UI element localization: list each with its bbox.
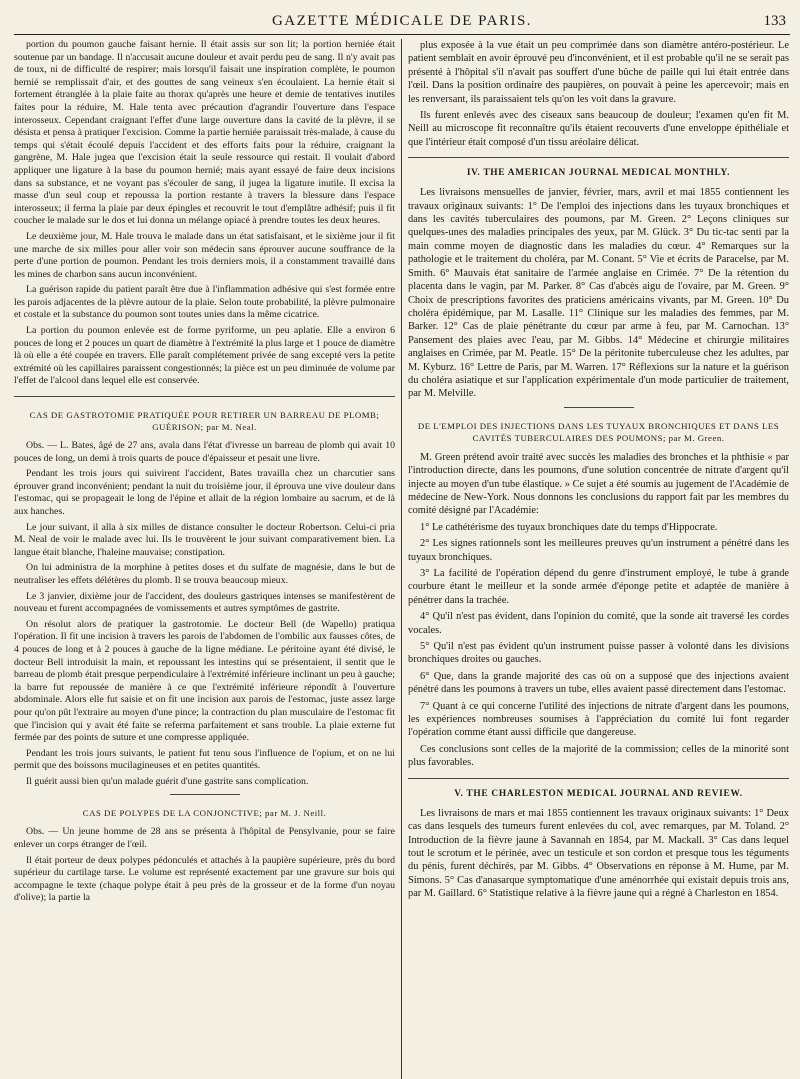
paragraph: 5° Qu'il n'est pas évident qu'un instrument puisse passer à volonté dans les divisions bronchiques droites ou gauches. xyxy=(408,641,789,666)
paragraph: 7° Quant à ce qui concerne l'utilité des injections de nitrate d'argent dans les poumons, les expériences nombreuses soumises à l'appréciation du comité lui font regarder l'opération comme étant aussi difficile que dangereuse. xyxy=(408,700,789,739)
paragraph: plus exposée à la vue était un peu comprimée dans son diamètre antéro-postérieur. Le patient semblait en avoir éprouvé peu d'inconvénient, et il est probable qu'il ne se serait pas présenté à l'hôpital s'il n'avait pas souffert d'une bûche de paille qui lui était entrée dans l'œil. Dans la position ordinaire des paupières, on pouvait à peine les apercevoir; mais en les renversant, ils paraissaient tels qu'on les voit dans la gravure. xyxy=(408,40,789,105)
section-heading: IV. THE AMERICAN JOURNAL MEDICAL MONTHLY. xyxy=(466,168,731,179)
paragraph: portion du poumon gauche faisant hernie. Il était assis sur son lit; la portion herniée était soutenue par un bandage. Il n'accusait aucune douleur et avait perdu peu de sang. Il n'y avait pas de toux, ni de difficulté de respirer; mais lorsqu'il faisait une inspiration complète, le poumon hernié se remplissait d'air, et des gouttes de sang veineux s'en écoulaient. La hernie était si fortement étranglée à la plaie faite au thorax qu'après une heure et demie de tentatives inutiles faites pour la réduire, M. Hale tenta avec précaution d'agrandir l'ouverture dans l'espace interosseux. Cependant craignant l'effet d'une large ouverture dans la cavité de la plèvre, il se désista et pensa à pratiquer l'excision. Comme la partie herniée paraissait très-malade, à cause du temps qui s'était écoulé depuis l'accident et des efforts faits pour la réduire, craignant la gangrène, M. Hale jugea que l'excision était la seule ressource qui restait. Il voulait d'abord appliquer une ligature à la base du poumon hernié; mais ayant essayé de faire deux incisions dans sa substance, et ne voyant pas s'écouler de sang, il jugea la ligature inutile. Il excisa la masse d'un seul coup et repoussa la portion restante à travers la blessure dans l'espace interosseux; il ferma la plaie par deux épingles et recouvrit le tout d'emplâtre adhésif; puis il fit coucher le malade sur le dos et lui donna un mélange opiacé à prendre toutes les deux heures. xyxy=(14,39,395,227)
paragraph: On résolut alors de pratiquer la gastrotomie. Le docteur Bell (de Wapello) pratiqua l'opération. Il fit une incision à travers les parois de l'abdomen de l'ombilic aux fausses côtes, de 4 pouces de long et à 2 pouces à gauche de la ligne médiane. Le péritoine ayant été divisé, le docteur Bell introduisit la main, et repoussant les intestins qui se présentaient, il sentit que le barreau de plomb était presque perpendiculaire à l'extrémité inférieure inclinant un peu à gauche; la barre fut repoussée de manière à ce que l'extrémité inférieure répondît à l'ouverture abdominale. Alors elle fut saisie et on fit une incision aux parois de l'estomac, juste assez large pour qu'on pût l'extraire au moyen d'une pince; la contraction du plan musculaire de l'estomac fit que l'incision qui y avait été faite se referma parfaitement et sans trouble. La plaie externe fut fermée par des points de suture et une compresse appliquée. xyxy=(14,618,395,744)
divider xyxy=(170,794,240,795)
page-header xyxy=(14,8,790,35)
columns xyxy=(14,39,790,1079)
paragraph: 2° Les signes rationnels sont les meilleures preuves qu'un instrument a pénétré dans les tuyaux bronchiques. xyxy=(408,538,789,563)
paragraph: Obs. — Un jeune homme de 28 ans se présenta à l'hôpital de Pensylvanie, pour se faire enlever un corps étranger de l'œil. xyxy=(14,826,395,851)
page-title: GAZETTE MÉDICALE DE PARIS. xyxy=(271,13,533,29)
section-heading: CAS DE GASTROTOMIE PRATIQUÉE POUR RETIRER UN BARREAU DE PLOMB; GUÉRISON; par M. Neal. xyxy=(29,410,380,433)
paragraph: 3° La facilité de l'opération dépend du genre d'instrument employé, le tube à grande courbure étant le meilleur et la sonde armée d'éponge petite et adaptée de manière à pénétrer dans la trachée. xyxy=(408,568,789,606)
paragraph: La guérison rapide du patient paraît être due à l'inflammation adhésive qui s'est formée entre les parois adjacentes de la plèvre autour de la plaie. Selon toute probabilité, la plèvre pulmonaire et costale et la substance du poumon sont toutes unies dans la même cicatrice. xyxy=(14,284,395,321)
paragraph: Pendant les trois jours qui suivirent l'accident, Bates travailla chez un charcutier sans éprouver grand inconvénient; pendant la nuit du troisième jour, il éprouva une vive douleur dans l'estomac, qui se propageait le long de l'épine et allait de la région lombaire au sacrum, et de là aux hanches. xyxy=(14,468,395,517)
section-heading: DE L'EMPLOI DES INJECTIONS DANS LES TUYAUX BRONCHIQUES ET DANS LES CAVITÉS TUBERCULAIRES DES POUMONS; par M. Green. xyxy=(417,420,780,443)
divider xyxy=(564,407,634,408)
divider xyxy=(408,778,789,779)
column-rule xyxy=(401,39,402,1079)
paragraph: Il guérit aussi bien qu'un malade guérit d'une gastrite sans complication. xyxy=(26,775,309,787)
paragraph: Le jour suivant, il alla à six milles de distance consulter le docteur Robertson. Celui-ci pria M. Neal de voir le malade avec lui. Ils le trouvèrent le jour suivant comparativement bien. La langue était blanche, l'haleine mauvaise; constipation. xyxy=(14,521,395,558)
divider xyxy=(408,157,789,158)
paragraph: Il était porteur de deux polypes pédonculés et attachés à la paupière supérieure, près du bord supérieur du cartilage tarse. Le volume est représenté exactement par une gravure sur bois qui accompagne le texte (chaque polype était à peu près de la grosseur et de la forme d'un noyau d'olive); la partie la xyxy=(14,854,395,904)
divider xyxy=(14,396,395,397)
paragraph: Les livraisons de mars et mai 1855 contiennent les travaux originaux suivants: 1° Deux cas dans lesquels des tumeurs furent enlevées du col, avec remarques, par M. Toland. 2° Introduction de la fièvre jaune à Savannah en 1854, par M. Mackall. 3° Cas dans lequel tout le scrotum et le périnée, avec un testicule et son cordon et presque tous les téguments du pénis, furent déchirés, par M. Gibbs. 4° Observations en réponse à M. Hume, par M. Simons. 5° Cas d'anasarque symptomatique d'une aménorrhée qui existait depuis trois ans, par M. Gaillard. 6° Statistique relative à la fièvre jaune qui a régné à Charleston en 1854. xyxy=(408,807,789,900)
section-heading: CAS DE POLYPES DE LA CONJONCTIVE; par M. J. Neill. xyxy=(82,808,327,819)
paragraph: On lui administra de la morphine à petites doses et du sulfate de magnésie, dans le but de neutraliser les effets délétères du plomb. Il se trouva beaucoup mieux. xyxy=(14,562,395,586)
paragraph: Ces conclusions sont celles de la majorité de la commission; celles de la minorité sont plus favorables. xyxy=(408,743,789,769)
paragraph: Obs. — L. Bates, âgé de 27 ans, avala dans l'état d'ivresse un barreau de plomb qui avait 10 pouces de long, un demi à trois quarts de pouce d'épaisseur et pesait une livre. xyxy=(14,440,395,464)
right-column xyxy=(408,39,789,1079)
paragraph: Le 3 janvier, dixième jour de l'accident, des douleurs gastriques intenses se manifestèrent de nouveau et furent accompagnées de vomissements et autres symptômes de gastrite. xyxy=(14,590,395,615)
page-number: 133 xyxy=(763,13,786,29)
paragraph: 6° Que, dans la grande majorité des cas où on a supposé que des injections avaient pénétré dans les poumons à travers un tube, elles avaient passé directement dans l'estomac. xyxy=(408,670,789,696)
paragraph: La portion du poumon enlevée est de forme pyriforme, un peu aplatie. Elle a environ 6 pouces de long et 2 pouces un quart de diamètre à l'extrémité la plus large et 1 pouce de diamètre là où elle a été coupée en travers. Elle paraît complétement privée de sang excepté vers la petite extrémité où les capillaires paraissent congestionnés; la pièce est un peu diminuée de volume par l'effet de l'alcool dans lequel elle est conservée. xyxy=(14,325,395,387)
paragraph: Les livraisons mensuelles de janvier, février, mars, avril et mai 1855 contiennent les travaux originaux suivants: 1° De l'emploi des injections dans les tuyaux bronchiques et dans les cavités tuberculaires des poumons, par M. Green. 2° Leçons cliniques sur quelques-unes des maladies principales des yeux, par M. Glück. 3° Du tic-tac senti par la main comme moyen de diagnostic dans les maladies du cœur. 4° Remarques sur la pathologie et le traitement du choléra, par M. Conant. 5° Vie et écrits de Paracelse, par M. Smith. 6° Mauvais état sanitaire de l'armée anglaise en Crimée. 7° De la rétention du placenta dans le vagin, par M. Parker. 8° Cas d'abcès aigu de l'ovaire, par M. Green. 9° Choix de prescriptions favorites des praticiens américains vivants, par M. Green. 10° Du choléra épidémique, par M. Lasalle. 11° Clinique sur les maladies des femmes, par M. Barker. 12° Cas de plaie pénétrante du cœur par arme à feu, par M. Carnochan. 13° Pansement des plaies avec l'eau, par M. Gibbs. 14° Médecine et chirurgie militaires anglaises en Crimée, par M. Peatle. 15° De la péritonite tuberculeuse chez les adultes, par M. Kyburz. 16° Lettre de Paris, par M. Warren. 17° Réflexions sur la nature et la guérison du choléra asiatique et sur l'application expérimentale d'un mode particulier de traitement, par M. Melville. xyxy=(408,187,789,400)
paragraph: 1° Le cathétérisme des tuyaux bronchiques date du temps d'Hippocrate. xyxy=(420,521,718,533)
paragraph: Pendant les trois jours suivants, le patient fut tenu sous l'influence de l'opium, et on ne lui permit que des boissons mucilagineuses et en petites quantités. xyxy=(14,747,395,772)
paragraph: M. Green prétend avoir traité avec succès les maladies des bronches et la phthisie « par l'introduction directe, dans les poumons, d'une solution concentrée de nitrate d'argent qu'il injecte au moyen d'un tube élastique. » Ce sujet a été soumis au jugement de l'Académie de médecine de New-York. Nous donnons les conclusions du rapport fait par les membres du comité désigné par l'Académie: xyxy=(408,451,789,517)
paragraph: Le deuxième jour, M. Hale trouva le malade dans un état satisfaisant, et le sixième jour il fit une marche de six milles pour aller voir son médecin sans éprouver aucune souffrance de la perte d'une portion de poumon. Pendant les trois derniers mois, il a constamment travaillé dans les mines de charbon sans aucun inconvénient. xyxy=(14,230,395,280)
paragraph: 4° Qu'il n'est pas évident, dans l'opinion du comité, que la sonde ait traversé les cordes vocales. xyxy=(408,611,789,636)
section-heading: V. THE CHARLESTON MEDICAL JOURNAL AND REVIEW. xyxy=(454,788,743,799)
paragraph: Ils furent enlevés avec des ciseaux sans beaucoup de douleur; l'examen qu'en fit M. Neill au microscope fit reconnaître qu'ils étaient recouverts d'une enveloppe épithéliale et que l'intérieur était composé d'un tissu aréolaire délicat. xyxy=(408,110,789,148)
left-column xyxy=(14,39,395,1079)
